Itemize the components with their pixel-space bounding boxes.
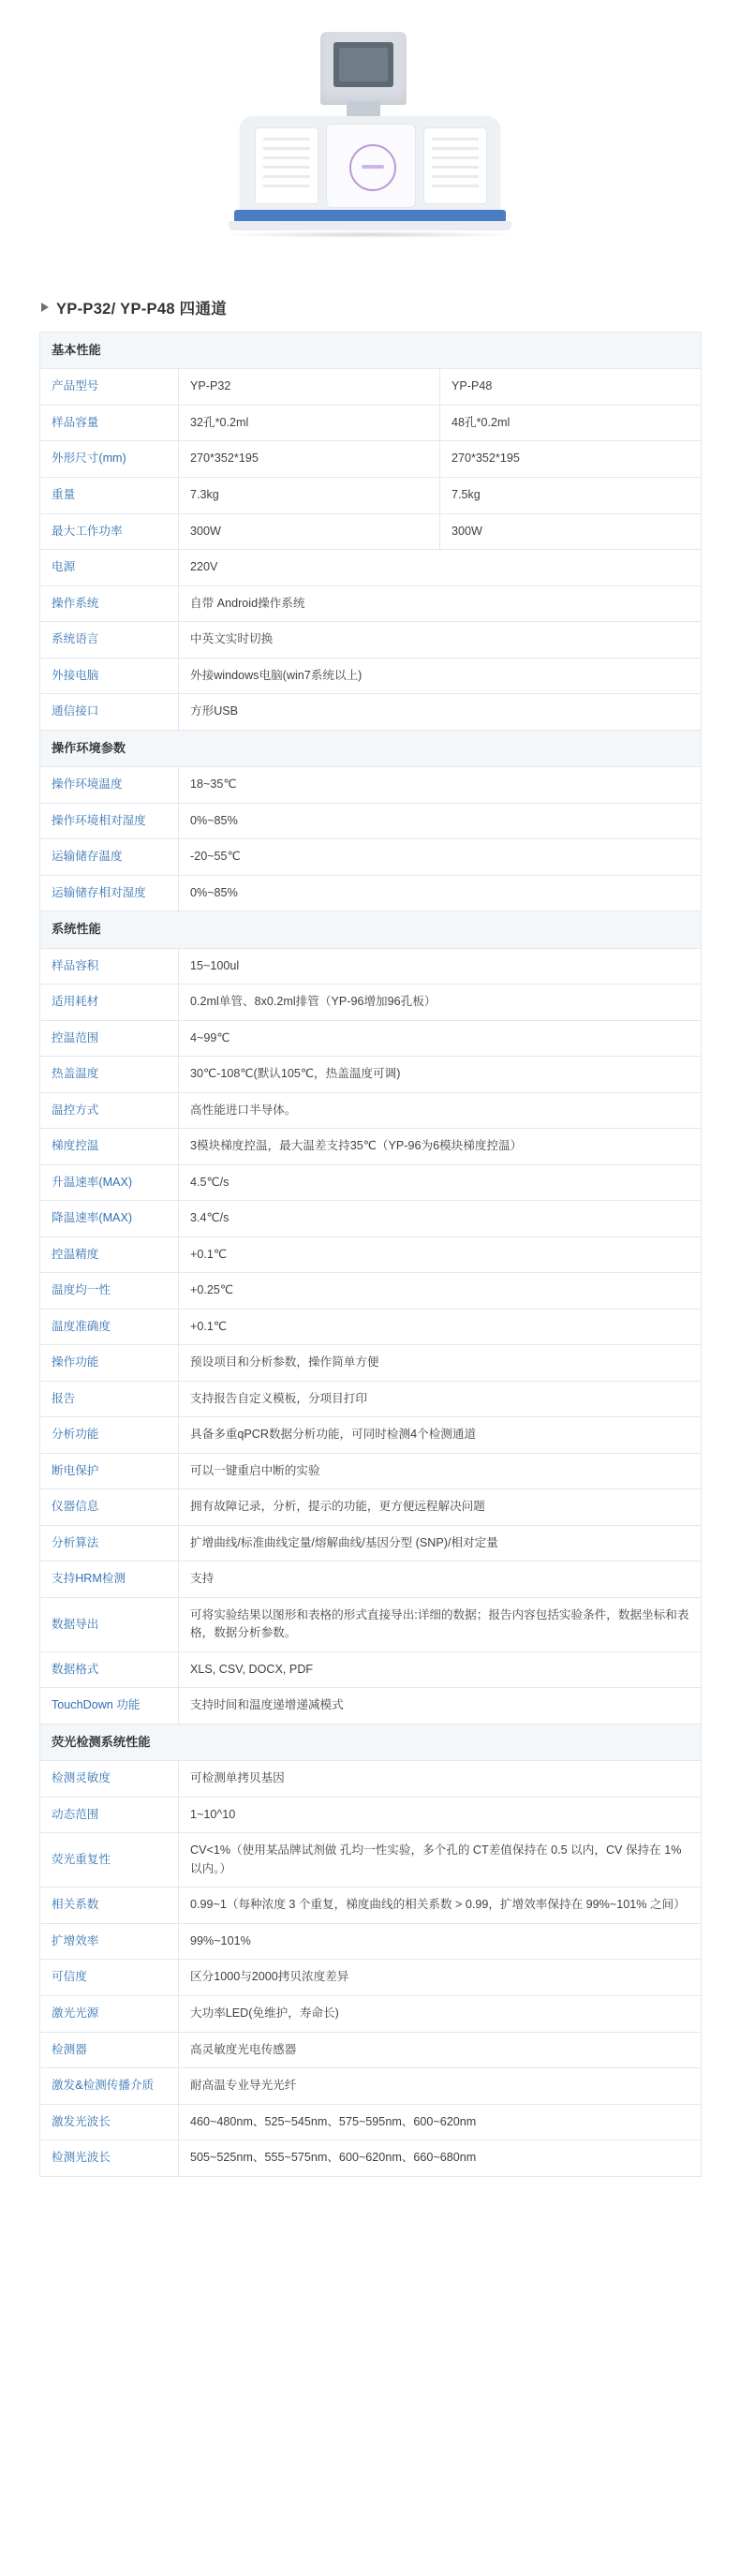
spec-value: 4~99℃: [179, 1020, 702, 1057]
table-row: [40, 985, 702, 1021]
left-panel: [255, 127, 318, 204]
table-row: [40, 948, 702, 985]
table-row: [40, 1453, 702, 1489]
spec-label: 激发光波长: [40, 2104, 179, 2140]
spec-value: +0.25℃: [179, 1273, 702, 1310]
table-row: [40, 1273, 702, 1310]
page-title: [41, 296, 701, 318]
spec-label: 适用耗材: [40, 985, 179, 1021]
spec-value: 0.2ml单管、8x0.2ml排管（YP-96增加96孔板）: [179, 985, 702, 1021]
triangle-right-icon: [41, 303, 49, 312]
table-row: [40, 1995, 702, 2032]
instrument-body: [240, 116, 500, 217]
spec-value: 扩增曲线/标准曲线定量/熔解曲线/基因分型 (SNP)/相对定量: [179, 1525, 702, 1562]
spec-label: 可信度: [40, 1960, 179, 1996]
table-row: [40, 1525, 702, 1562]
spec-value: 3.4℃/s: [179, 1201, 702, 1237]
spec-value: 0.99~1（每种浓度 3 个重复，梯度曲线的相关系数 > 0.99，扩增效率保持在 99%~101% 之间）: [179, 1888, 702, 1924]
spec-label: 操作系统: [40, 585, 179, 622]
spec-label: 外接电脑: [40, 658, 179, 694]
spec-label: 断电保护: [40, 1453, 179, 1489]
page-title-text: YP-P32/ YP-P48 四通道: [56, 301, 228, 318]
spec-value: +0.1℃: [179, 1309, 702, 1345]
table-row: [40, 1092, 702, 1129]
spec-label: 操作功能: [40, 1345, 179, 1382]
group-header-row: [40, 730, 702, 766]
spec-value: 7.5kg: [440, 478, 702, 514]
table-row: [40, 1381, 702, 1417]
spec-value: 高性能进口半导体。: [179, 1092, 702, 1129]
group-header-label: 操作环境参数: [40, 730, 702, 766]
table-row: [40, 1888, 702, 1924]
spec-value: 支持时间和温度递增递减模式: [179, 1688, 702, 1725]
sample-ring-icon: [349, 144, 396, 191]
table-row: [40, 1562, 702, 1598]
table-row: [40, 1020, 702, 1057]
spec-label: 仪器信息: [40, 1489, 179, 1526]
group-header-label: 基本性能: [40, 333, 702, 369]
spec-label: 荧光重复性: [40, 1833, 179, 1888]
spec-value: 99%~101%: [179, 1923, 702, 1960]
spec-label: 相关系数: [40, 1888, 179, 1924]
table-row: [40, 1651, 702, 1688]
table-row: [40, 1345, 702, 1382]
table-row: [40, 585, 702, 622]
table-row: [40, 1164, 702, 1201]
table-row: [40, 441, 702, 478]
spec-value: 505~525nm、555~575nm、600~620nm、660~680nm: [179, 2140, 702, 2177]
right-panel: [423, 127, 487, 204]
spec-value: 30℃-108℃(默认105℃，热盖温度可调): [179, 1057, 702, 1093]
spec-label: 数据格式: [40, 1651, 179, 1688]
group-header-row: [40, 911, 702, 948]
center-panel: [326, 124, 416, 208]
spec-label: 分析功能: [40, 1417, 179, 1454]
spec-label: 报告: [40, 1381, 179, 1417]
spec-value: 15~100ul: [179, 948, 702, 985]
spec-value: 0%~85%: [179, 875, 702, 911]
spec-label: 检测器: [40, 2032, 179, 2068]
spec-label: 控温范围: [40, 1020, 179, 1057]
spec-label: 数据导出: [40, 1597, 179, 1651]
group-header-row: [40, 1724, 702, 1760]
table-row: [40, 1761, 702, 1798]
spec-value: 32孔*0.2ml: [179, 405, 440, 441]
table-row: [40, 2032, 702, 2068]
table-row: [40, 839, 702, 876]
table-row: [40, 1417, 702, 1454]
table-row: [40, 1923, 702, 1960]
specification-table-body: [40, 333, 702, 2177]
spec-value: 可将实验结果以图形和表格的形式直接导出:详细的数据；报告内容包括实验条件，数据坐标和表格，数据分析参数。: [179, 1597, 702, 1651]
spec-value: 高灵敏度光电传感器: [179, 2032, 702, 2068]
table-row: [40, 1309, 702, 1345]
spec-label: 热盖温度: [40, 1057, 179, 1093]
spec-value: 区分1000与2000拷贝浓度差异: [179, 1960, 702, 1996]
spec-value: CV<1%（使用某品牌试剂做 孔均一性实验，多个孔的 CT差值保持在 0.5 以内，CV 保持在 1% 以内。）: [179, 1833, 702, 1888]
spec-value: +0.1℃: [179, 1236, 702, 1273]
table-row: [40, 513, 702, 550]
spec-label: 运输储存相对湿度: [40, 875, 179, 911]
spec-value: 7.3kg: [179, 478, 440, 514]
table-row: [40, 767, 702, 804]
table-row: [40, 875, 702, 911]
spec-value: 大功率LED(免维护，寿命长): [179, 1995, 702, 2032]
spec-value: 3模块梯度控温，最大温差支持35℃（YP-96为6模块梯度控温）: [179, 1129, 702, 1165]
spec-label: 升温速率(MAX): [40, 1164, 179, 1201]
spec-value: YP-P32: [179, 369, 440, 406]
table-row: [40, 2068, 702, 2105]
spec-label: 温度准确度: [40, 1309, 179, 1345]
spec-label: 样品容积: [40, 948, 179, 985]
specification-table: [39, 332, 702, 2177]
spec-label: 降温速率(MAX): [40, 1201, 179, 1237]
table-row: [40, 803, 702, 839]
table-row: [40, 1688, 702, 1725]
spec-label: 外形尺寸(mm): [40, 441, 179, 478]
spec-label: 支持HRM检测: [40, 1562, 179, 1598]
rear-screen: [333, 42, 393, 87]
spec-label: 通信接口: [40, 694, 179, 731]
spec-value: 1~10^10: [179, 1797, 702, 1833]
group-header-label: 荧光检测系统性能: [40, 1724, 702, 1760]
spec-label: 电源: [40, 550, 179, 586]
spec-label: 温控方式: [40, 1092, 179, 1129]
spec-value: 0%~85%: [179, 803, 702, 839]
spec-label: 重量: [40, 478, 179, 514]
table-row: [40, 2104, 702, 2140]
table-row: [40, 1597, 702, 1651]
spec-value: 270*352*195: [440, 441, 702, 478]
table-row: [40, 622, 702, 659]
spec-label: TouchDown 功能: [40, 1688, 179, 1725]
spec-value: 270*352*195: [179, 441, 440, 478]
spec-label: 产品型号: [40, 369, 179, 406]
table-row: [40, 550, 702, 586]
table-row: [40, 1201, 702, 1237]
spec-label: 激光光源: [40, 1995, 179, 2032]
spec-value: 4.5℃/s: [179, 1164, 702, 1201]
spec-value: 18~35℃: [179, 767, 702, 804]
pcr-instrument-illustration: [215, 26, 525, 270]
table-row: [40, 694, 702, 731]
spec-value: -20~55℃: [179, 839, 702, 876]
spec-value: YP-P48: [440, 369, 702, 406]
group-header-row: [40, 333, 702, 369]
spec-label: 样品容量: [40, 405, 179, 441]
spec-label: 分析算法: [40, 1525, 179, 1562]
spec-value: 中英文实时切换: [179, 622, 702, 659]
spec-label: 动态范围: [40, 1797, 179, 1833]
table-row: [40, 1833, 702, 1888]
spec-value: 具备多重qPCR数据分析功能，可同时检测4个检测通道: [179, 1417, 702, 1454]
spec-value: 300W: [179, 513, 440, 550]
spec-value: 自带 Android操作系统: [179, 585, 702, 622]
spec-value: 可以一键重启中断的实验: [179, 1453, 702, 1489]
spec-label: 操作环境温度: [40, 767, 179, 804]
spec-value: 300W: [440, 513, 702, 550]
spec-value: 460~480nm、525~545nm、575~595nm、600~620nm: [179, 2104, 702, 2140]
spec-label: 激发&检测传播介质: [40, 2068, 179, 2105]
spec-label: 扩增效率: [40, 1923, 179, 1960]
table-row: [40, 405, 702, 441]
table-row: [40, 1489, 702, 1526]
spec-value: 预设项目和分析参数，操作简单方便: [179, 1345, 702, 1382]
spec-label: 控温精度: [40, 1236, 179, 1273]
product-image: [39, 17, 701, 290]
spec-value: 48孔*0.2ml: [440, 405, 702, 441]
spec-value: 方形USB: [179, 694, 702, 731]
spec-value: 支持报告自定义模板，分项目打印: [179, 1381, 702, 1417]
table-row: [40, 1797, 702, 1833]
table-row: [40, 1057, 702, 1093]
spec-label: 温度均一性: [40, 1273, 179, 1310]
spec-value: 耐高温专业导光光纤: [179, 2068, 702, 2105]
base-foot: [229, 221, 511, 230]
spec-value: XLS, CSV, DOCX, PDF: [179, 1651, 702, 1688]
spec-label: 梯度控温: [40, 1129, 179, 1165]
spec-label: 最大工作功率: [40, 513, 179, 550]
spec-label: 检测灵敏度: [40, 1761, 179, 1798]
table-row: [40, 1129, 702, 1165]
table-row: [40, 369, 702, 406]
table-row: [40, 658, 702, 694]
spec-value: 拥有故障记录，分析，提示的功能，更方便远程解决问题: [179, 1489, 702, 1526]
drop-shadow: [225, 231, 515, 238]
spec-label: 运输储存温度: [40, 839, 179, 876]
spec-label: 系统语言: [40, 622, 179, 659]
table-row: [40, 2140, 702, 2177]
spec-value: 支持: [179, 1562, 702, 1598]
group-header-label: 系统性能: [40, 911, 702, 948]
table-row: [40, 1960, 702, 1996]
rear-display-unit: [320, 32, 407, 105]
spec-value: 外接windows电脑(win7系统以上): [179, 658, 702, 694]
table-row: [40, 1236, 702, 1273]
spec-label: 操作环境相对湿度: [40, 803, 179, 839]
table-row: [40, 478, 702, 514]
spec-label: 检测光波长: [40, 2140, 179, 2177]
spec-value: 可检测单拷贝基因: [179, 1761, 702, 1798]
spec-value: 220V: [179, 550, 702, 586]
